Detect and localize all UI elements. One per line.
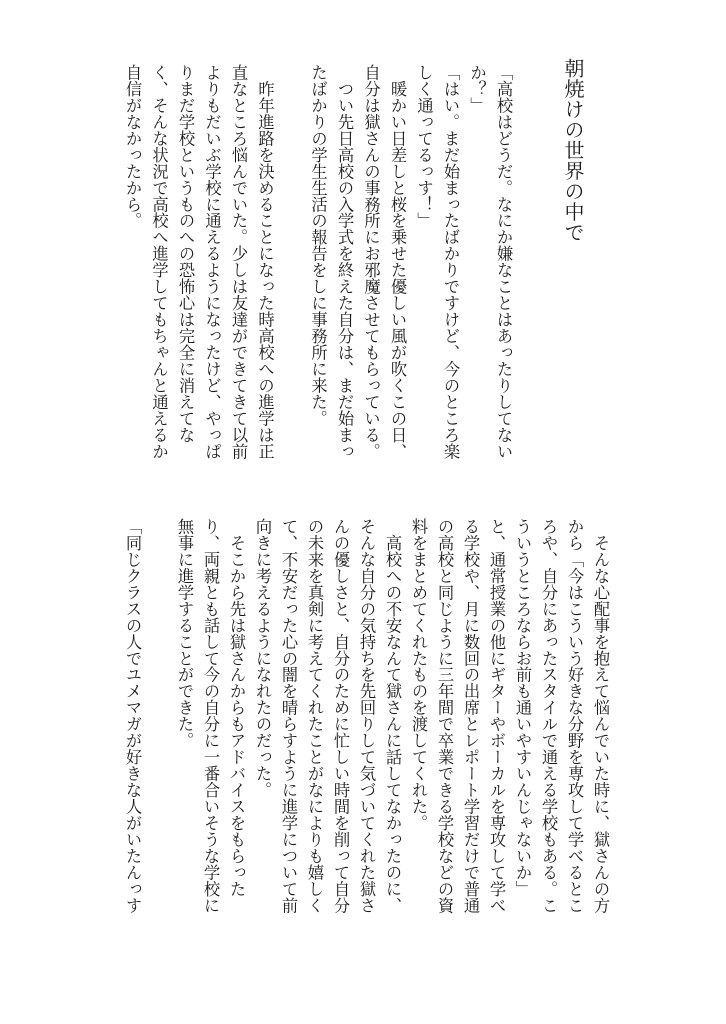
text-line: しく通ってるっす！」	[414, 64, 434, 229]
paragraph-section	[119, 64, 278, 474]
text-line: んの優しさと、自分のために忙しい時間を削って自分	[331, 518, 350, 914]
text-line: の未来を真剣に考えてくれたことがなによりも嬉しく	[305, 518, 324, 914]
paragraph-section	[171, 518, 613, 948]
text-line: 「高校はどうだ。なにか嫌なことはあったりしてない	[494, 64, 513, 460]
text-line: り、両親とも話して今の自分に一番合いそうな学校に	[201, 518, 220, 914]
text-block-upper	[119, 64, 517, 474]
text-line: そんな自分の気持ちを先回りして気づいてくれた獄さ	[357, 518, 376, 914]
text-line: 「はい。まだ始まったばかりですけど、今のところ楽	[441, 64, 460, 460]
text-line: 直なところ悩んでいた。少しは友達ができてきて以前	[229, 64, 248, 460]
text-line: て、不安だった心の闇を晴らすように進学について前	[279, 518, 298, 914]
text-line: 無事に進学することができた。	[175, 518, 194, 749]
text-line: 「同じクラスの人でユメマガが好きな人がいたんっす	[123, 518, 142, 914]
text-line: よりもだいぶ学校に通えるようになったけど、やっぱ	[202, 64, 222, 460]
paragraph-section	[304, 64, 516, 474]
text-line: く、そんな状況で高校へ進学してもちゃんと通えるか	[149, 64, 169, 460]
text-line: 向きに考えるようになれたのだった。	[253, 518, 272, 799]
text-line: そんな心配事を抱えて悩んでいた時に、獄さんの方	[591, 518, 610, 914]
text-line: 高校への不安なんて獄さんに話してなかったのに、	[383, 518, 402, 914]
story-title: 朝焼けの世界の中で	[561, 58, 585, 243]
text-line: る学校や、月に数回の出席とレポート学習だけで普通	[461, 518, 480, 914]
text-line: たばかりの学生生活の報告をしに事務所に来た。	[308, 64, 328, 427]
text-line: 暖かい日差しと桜を乗せた優しい風が吹くこの日、	[388, 64, 407, 460]
text-block-lower	[119, 518, 613, 948]
paragraph-section	[119, 518, 145, 948]
text-line: の高校と同じように三年間で卒業できる学校などの資	[435, 518, 454, 914]
text-line: か？」	[467, 64, 487, 114]
text-line: から「今はこういう好きな分野を専攻して学べるとこ	[565, 518, 584, 914]
text-line: ろや、自分にあったスタイルで通える学校もある。こ	[539, 518, 558, 914]
text-line: 料をまとめてくれたものを渡してくれた。	[409, 518, 428, 832]
text-line: つい先日高校の入学式を終えた自分は、まだ始まっ	[335, 64, 354, 460]
text-line: 自分は獄さんの事務所にお邪魔させてもらっている。	[361, 64, 381, 460]
text-line: ういうところならお前も通いやすいんじゃないか」	[513, 518, 532, 898]
text-line: と、通常授業の他にギターやボーカルを専攻して学べ	[487, 518, 506, 914]
text-line: りまだ学校というものへの恐怖心は完全に消えてな	[176, 64, 195, 444]
text-line: 自信がなかったから。	[123, 64, 142, 229]
text-line: 昨年進路を決めることになった時高校への進学は正	[255, 64, 275, 460]
text-line: そこから先は獄さんからもアドバイスをもらった	[227, 518, 246, 898]
